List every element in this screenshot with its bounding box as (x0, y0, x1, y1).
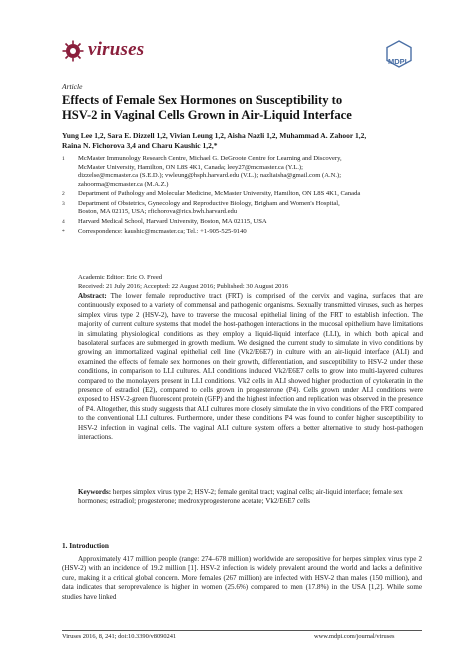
affiliation-text: Department of Pathology and Molecular Medicine, McMaster University, Hamilton, ON L8S 4K1, Canada (78, 190, 361, 198)
article-type: Article (62, 82, 83, 91)
affiliation-number: 4 (62, 219, 65, 226)
abstract-label: Abstract: (78, 292, 107, 300)
affiliation-number: 2 (62, 191, 65, 198)
academic-editor: Academic Editor: Eric O. Freed (78, 274, 163, 281)
affiliation-text: Harvard Medical School, Harvard University, Boston, MA 02115, USA (78, 218, 267, 226)
title-line-1: Effects of Female Sex Hormones on Susceptibility to (62, 93, 343, 107)
keywords (78, 488, 423, 507)
abstract (78, 292, 423, 443)
publication-dates: Received: 21 July 2016; Accepted: 22 August 2016; Published: 30 August 2016 (78, 283, 289, 290)
authors-line-2: Raina N. Fichorova 3,4 and Charu Kaushic 1,2,* (62, 141, 218, 151)
author-list (62, 131, 412, 151)
affiliation-number: 1 (62, 156, 65, 162)
footer-citation: Viruses 2016, 8, 241; doi:10.3390/v8090241 (62, 633, 177, 640)
affiliation-text: Correspondence: kaushic@mcmaster.ca; Tel.: +1-905-525-9140 (78, 227, 247, 235)
abstract-text: The lower female reproductive tract (FRT) is comprised of the cervix and vagina, surfaces that are continuously exposed to a variety of commensal and pathogenic organisms. Sexually transmitted viruses, such as herpes simplex virus type 2 (HSV-2), have to traverse the mucosal epithelial lining of the FRT to establish infection. The majority of current culture systems that model the host-pathogen interactions in the mucosal epithelium have limitations in simulating physiological conditions as they employ a liquid-liquid interface (LLI), in which both apical and basolateral surfaces are submerged in growth medium. We designed the current study to simulate in vivo conditions by growing an immortalized vaginal epithelial cell line (Vk2/E6E7) in culture with an air-liquid interface (ALI) and examined the effects of female sex hormones on their growth, differentiation, and susceptibility to HSV-2 under these conditions, in comparison to LLI cultures. ALI conditions induced Vk2/E6E7 cells to grow into multi-layered cultures compared to the monolayers present in LLI conditions. Vk2 cells in ALI showed higher production of cytokeratin in the presence of estradiol (E2), compared to cells grown in progesterone (P4). Cells grown under ALI conditions were exposed to HSV-2-green fluorescent protein (GFP) and the highest infection and replication was observed in the presence of P4. Altogether, this study suggests that ALI cultures more closely simulate the in vivo conditions of the FRT compared to the conventional LLI cultures. Furthermore, under these conditions P4 was found to confer higher susceptibility to HSV-2 infection in vaginal cells. The vaginal ALI culture system offers a better alternative to study host-pathogen interactions. (78, 292, 424, 442)
affiliation-text: Department of Obstetrics, Gynecology and Reproductive Biology, Brigham and Women's Hospital, Boston, MA 02115, USA; rfichorova@rics.bwh.harvard.edu (78, 199, 340, 216)
affiliation-number: * (62, 228, 65, 235)
affiliation-number: 3 (62, 200, 65, 207)
footer-url[interactable]: www.mdpi.com/journal/viruses (314, 633, 395, 640)
section-heading: 1. Introduction (62, 541, 109, 550)
intro-paragraph (62, 555, 422, 602)
keywords-label: Keywords: (78, 488, 112, 496)
article-title (62, 93, 422, 123)
intro-text: Approximately 417 million people (range: 274–678 million) worldwide are seropositive for herpes simplex virus type 2 (HSV-2) with an incidence of 19.2 million [1]. HSV-2 infection is widely prevalent around the world and lacks a definitive cure, making it a critical global concern. More females (267 million) are infected with HSV-2 than males (150 million), and data indicates that seroprevalence is higher in women (25.6%) compared to men (17.8%) in the USA [1,2]. While some studies have linked (62, 555, 422, 601)
dates-block (78, 273, 288, 291)
journal-name: viruses (88, 39, 145, 60)
authors-line-1: Yung Lee 1,2, Sara E. Dizzell 1,2, Vivian Leung 1,2, Aisha Nazli 1,2, Muhammad A. Zahoor 1,2, (62, 131, 367, 140)
affiliation-text: McMaster Immunology Research Centre, Michael G. DeGroote Centre for Learning and Discovery, McMaster University, Hamilton, ON L8S 4K1, Canada; leey27@mcmaster.ca (Y.L.); dizzelse@mcmaster.ca (S.E.D.); vwleung@hsph.harvard.edu (V.L.); nazliaisha@gmail.com (A.N.); zahoorma@mcmaster.ca (M.A.Z.) (78, 155, 342, 188)
virus-logo-icon (62, 40, 84, 62)
keywords-text: herpes simplex virus type 2; HSV-2; female genital tract; vaginal cells; air-liquid interface; female sex hormones; estradiol; progesterone; medroxyprogesterone acetate; Vk2/E6E7 cells (78, 488, 403, 506)
title-line-2: HSV-2 in Vaginal Cells Grown in Air-Liquid Interface (62, 108, 352, 122)
footer-divider (62, 630, 422, 631)
publisher-name: MDPI (388, 57, 407, 66)
